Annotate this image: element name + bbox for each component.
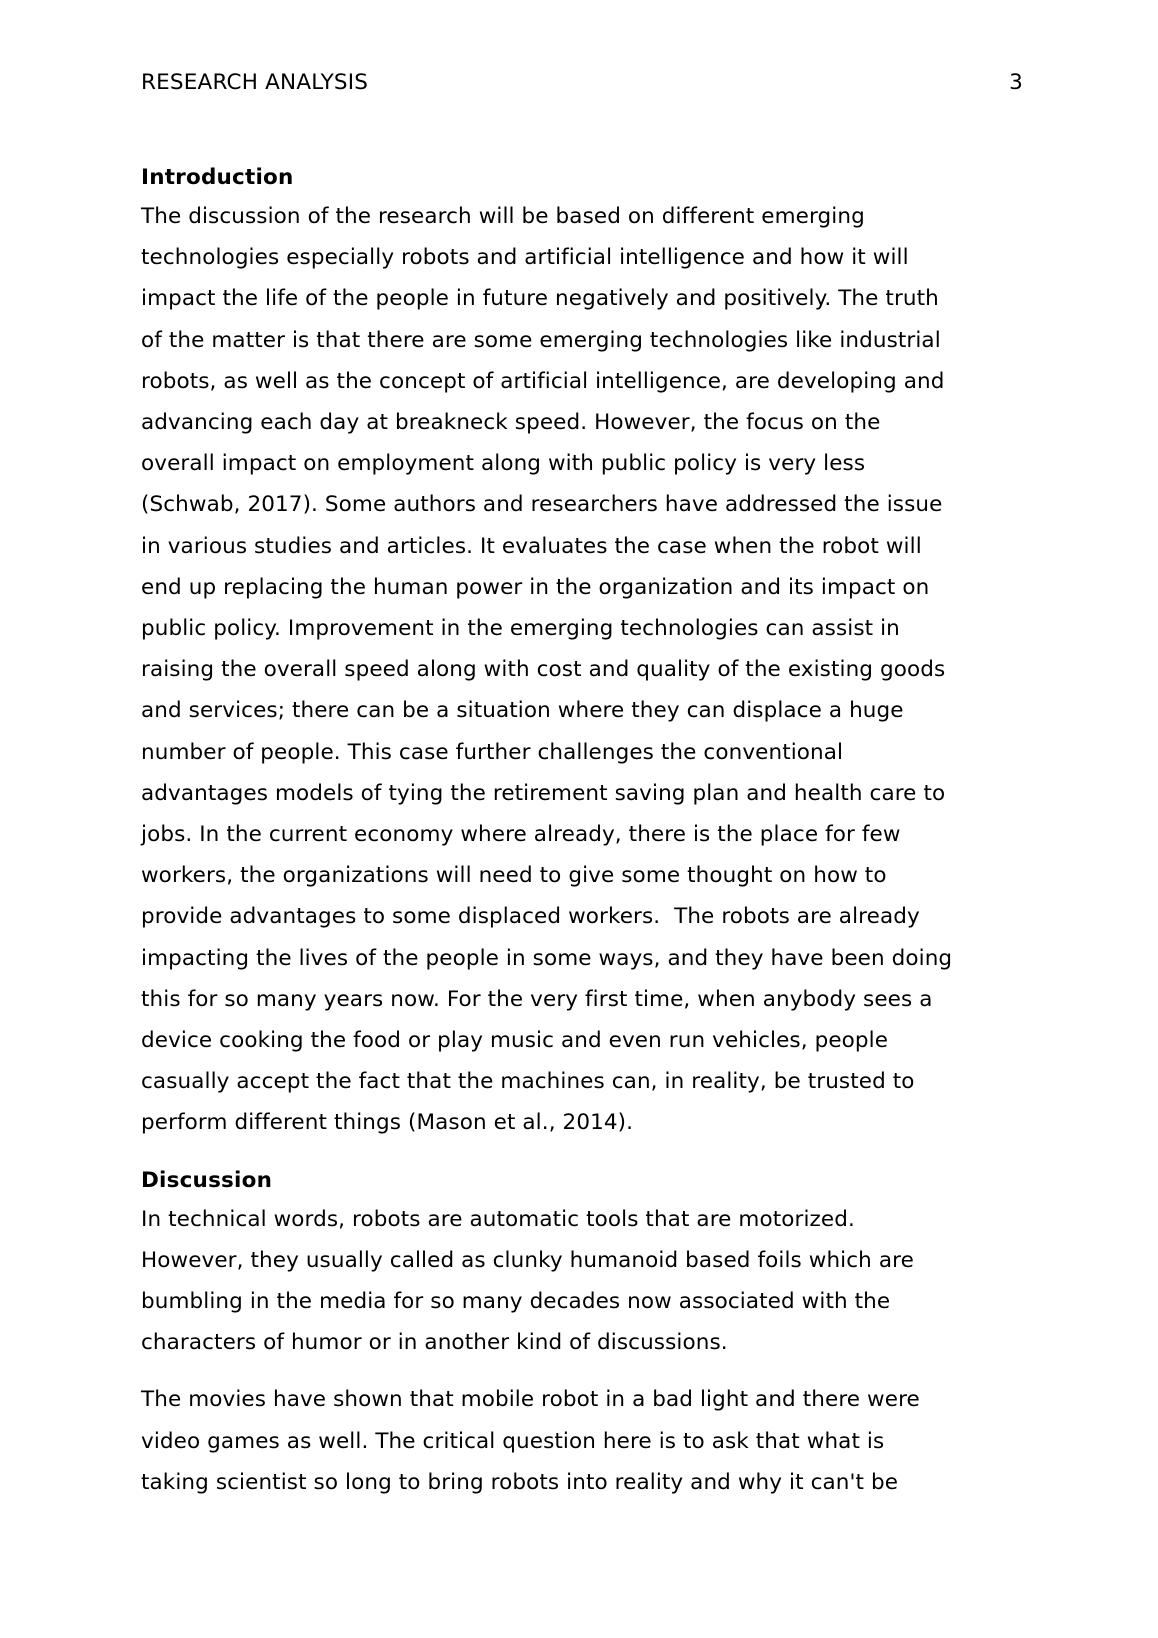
section-heading-discussion: Discussion xyxy=(141,1167,273,1193)
text-line: However, they usually called as clunky humanoid based foils which are xyxy=(141,1247,914,1273)
section-introduction xyxy=(141,160,1041,1144)
section-heading-introduction: Introduction xyxy=(141,165,294,190)
text-line: The discussion of the research will be based on different emerging xyxy=(141,204,865,229)
text-line: impact the life of the people in future negatively and positively. The truth xyxy=(141,286,939,312)
running-title: RESEARCH ANALYSIS xyxy=(141,70,369,95)
text-line: device cooking the food or play music and even run vehicles, people xyxy=(141,1028,889,1054)
page-number: 3 xyxy=(1009,70,1023,95)
paragraph xyxy=(141,1379,1041,1503)
text-line: technologies especially robots and artificial intelligence and how it will xyxy=(141,245,909,271)
text-line: workers, the organizations will need to give some thought on how to xyxy=(141,863,887,889)
text-line: taking scientist so long to bring robots into reality and why it can't be xyxy=(141,1469,899,1495)
paragraph xyxy=(141,196,1041,1144)
text-line: In technical words, robots are automatic tools that are motorized. xyxy=(141,1206,855,1232)
text-line: The movies have shown that mobile robot in a bad light and there were xyxy=(141,1387,920,1413)
text-line: public policy. Improvement in the emerging technologies can assist in xyxy=(141,616,900,642)
text-line: jobs. In the current economy where already, there is the place for few xyxy=(141,822,901,848)
text-line: end up replacing the human power in the organization and its impact on xyxy=(141,574,930,600)
text-line: characters of humor or in another kind of discussions. xyxy=(141,1330,728,1356)
running-header xyxy=(141,68,1023,98)
text-line: number of people. This case further challenges the conventional xyxy=(141,739,844,765)
text-line: casually accept the fact that the machines can, in reality, be trusted to xyxy=(141,1069,915,1095)
text-line: overall impact on employment along with public policy is very less xyxy=(141,451,866,477)
text-line: perform different things (Mason et al., 2014). xyxy=(141,1110,634,1136)
text-line: this for so many years now. For the very first time, when anybody sees a xyxy=(141,986,933,1012)
text-line: (Schwab, 2017). Some authors and researchers have addressed the issue xyxy=(141,492,943,518)
text-line: of the matter is that there are some emerging technologies like industrial xyxy=(141,327,941,353)
text-line: advantages models of tying the retirement saving plan and health care to xyxy=(141,780,946,806)
text-line: robots, as well as the concept of artificial intelligence, are developing and xyxy=(141,368,945,394)
text-line: video games as well. The critical question here is to ask that what is xyxy=(141,1428,885,1454)
text-line: advancing each day at breakneck speed. However, the focus on the xyxy=(141,410,881,436)
text-line: bumbling in the media for so many decades now associated with the xyxy=(141,1289,891,1315)
text-line: and services; there can be a situation where they can displace a huge xyxy=(141,698,904,724)
document-body xyxy=(141,160,1041,1503)
text-line: provide advantages to some displaced workers. The robots are already xyxy=(141,904,920,930)
text-line: in various studies and articles. It evaluates the case when the robot will xyxy=(141,533,922,559)
text-line: impacting the lives of the people in some ways, and they have been doing xyxy=(141,945,953,971)
text-line: raising the overall speed along with cost and quality of the existing goods xyxy=(141,657,946,683)
section-discussion xyxy=(141,1163,1041,1503)
paragraph xyxy=(141,1199,1041,1364)
